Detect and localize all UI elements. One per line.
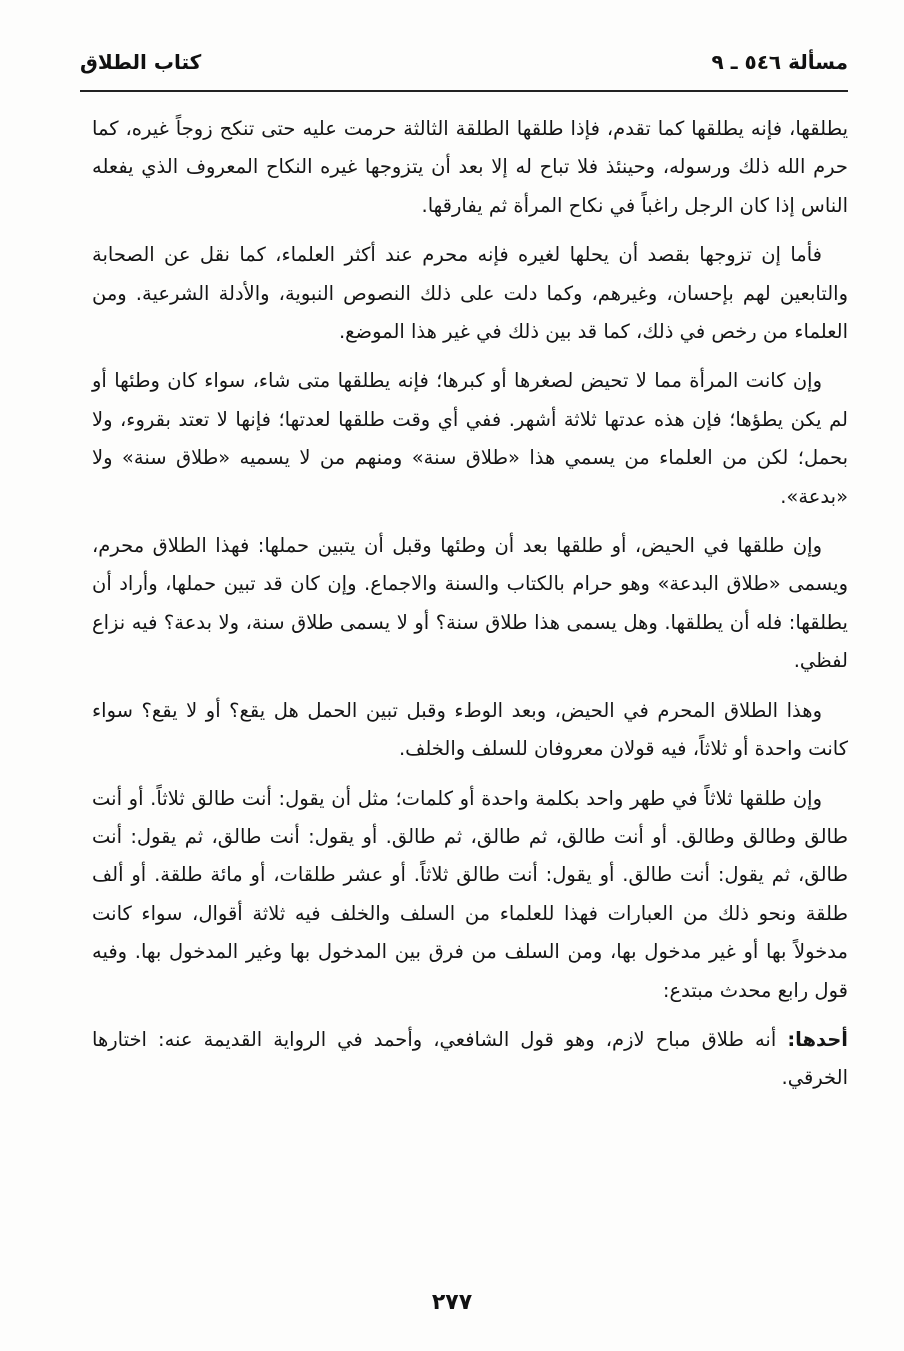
issue-label: مسألة ٥٤٦ ـ ٩ — [711, 50, 848, 74]
paragraph-7-lead: أحدها: — [787, 1027, 848, 1051]
body-text — [92, 110, 848, 1109]
header-rule — [80, 90, 848, 92]
paragraph-1: يطلقها، فإنه يطلقها كما تقدم، فإذا طلقها الطلقة الثالثة حرمت عليه حتى تنكح زوجاً غيره، كما حرم الله ذلك ورسوله، وحينئذ فلا تباح له إلا بعد أن يتزوجها غيره النكاح المعروف الذي يفعله الناس إذا كان الرجل راغباً في نكاح المرأة ثم يفارقها. — [92, 117, 848, 217]
paragraph-5: وهذا الطلاق المحرم في الحيض، وبعد الوطء وقبل تبين الحمل هل يقع؟ أو لا يقع؟ سواء كانت واحدة أو ثلاثاً، فيه قولان معروفان للسلف والخلف. — [92, 698, 848, 761]
page-number: ٢٧٧ — [431, 1290, 473, 1315]
paragraph-3: وإن كانت المرأة مما لا تحيض لصغرها أو كبرها؛ فإنه يطلقها متى شاء، سواء كان وطئها أو لم يكن يطؤها؛ فإن هذه عدتها ثلاثة أشهر. ففي أي وقت طلقها لعدتها؛ فإنها لا تعتد بقروء، ولا بحمل؛ لكن من العلماء من يسمي هذا «طلاق سنة» ومنهم من لا يسميه «طلاق سنة» ولا «بدعة». — [92, 369, 848, 508]
paragraph-2: فأما إن تزوجها بقصد أن يحلها لغيره فإنه محرم عند أكثر العلماء، كما نقل عن الصحابة والتابعين لهم بإحسان، وغيرهم، وكما دلت على ذلك النصوص النبوية، والأدلة الشرعية. ومن العلماء من رخص في ذلك، كما قد بين ذلك في غير هذا الموضع. — [92, 243, 848, 344]
book-title: كتاب الطلاق — [80, 50, 202, 74]
paragraph-7-text: أنه طلاق مباح لازم، وهو قول الشافعي، وأحمد في الرواية القديمة عنه: اختارها الخرقي. — [92, 1027, 848, 1090]
paragraph-4: وإن طلقها في الحيض، أو طلقها بعد أن وطئها وقبل أن يتبين حملها: فهذا الطلاق محرم، ويسمى «طلاق البدعة» وهو حرام بالكتاب والسنة والاجماع. وإن كان قد تبين حملها، وأراد أن يطلقها: فله أن يطلقها. وهل يسمى هذا طلاق سنة؟ أو لا يسمى طلاق سنة، ولا بدعة؟ فيه نزاع لفظي. — [92, 534, 848, 673]
paragraph-7 — [92, 1021, 848, 1098]
page-header — [80, 44, 848, 80]
paragraph-6: وإن طلقها ثلاثاً في طهر واحد بكلمة واحدة أو كلمات؛ مثل أن يقول: أنت طالق ثلاثاً. أو أنت طالق وطالق وطالق. أو أنت طالق، ثم طالق، ثم طالق. أو يقول: أنت طالق، ثم يقول: أنت طالق، ثم يقول: أنت طالق. أو يقول: أنت طالق ثلاثاً. أو عشر طلقات، أو مائة طلقة. أو ألف طلقة ونحو ذلك من العبارات فهذا للعلماء من السلف والخلف فيه ثلاثة أقوال، سواء كانت مدخولاً بها أو غير مدخول بها، ومن السلف من فرق بين المدخول بها وغير المدخول بها. وفيه قول رابع محدث مبتدع: — [92, 786, 848, 1002]
